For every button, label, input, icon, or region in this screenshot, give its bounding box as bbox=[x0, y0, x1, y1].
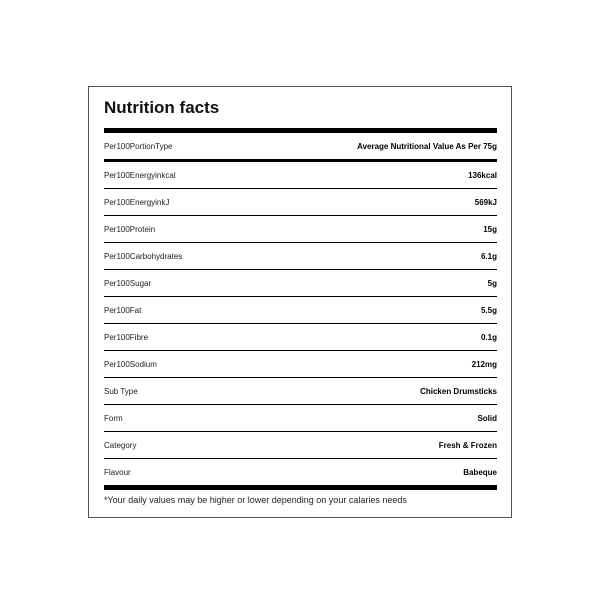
row-label: Per100PortionType bbox=[104, 141, 173, 151]
panel-title: Nutrition facts bbox=[104, 98, 220, 117]
row-value: 212mg bbox=[471, 359, 497, 369]
row-label: Per100Sodium bbox=[104, 359, 157, 369]
table-row bbox=[104, 432, 497, 458]
row-value: 569kJ bbox=[474, 197, 497, 207]
table-row bbox=[104, 324, 497, 350]
table-row bbox=[104, 459, 497, 485]
table-row bbox=[104, 216, 497, 242]
row-value: 6.1g bbox=[480, 251, 497, 261]
row-value: 136kcal bbox=[468, 170, 497, 180]
row-label: Per100Fibre bbox=[104, 332, 149, 342]
nutrition-facts-panel bbox=[88, 86, 512, 518]
table-row bbox=[104, 162, 497, 188]
footnote: *Your daily values may be higher or lower depending on your calaries needs bbox=[104, 495, 407, 505]
row-label: Per100EnergyinkJ bbox=[104, 197, 170, 207]
row-label: Category bbox=[104, 440, 137, 450]
row-label: Per100Energyinkcal bbox=[104, 170, 176, 180]
row-label: Per100Sugar bbox=[104, 278, 152, 288]
table-row bbox=[104, 243, 497, 269]
table-row bbox=[104, 297, 497, 323]
table-row bbox=[104, 351, 497, 377]
row-value: 0.1g bbox=[480, 332, 497, 342]
row-value: 5g bbox=[487, 278, 497, 288]
portion-type-row bbox=[104, 133, 497, 159]
row-value: Fresh & Frozen bbox=[438, 440, 497, 450]
row-label: Form bbox=[104, 413, 123, 423]
table-row bbox=[104, 405, 497, 431]
row-value: 5.5g bbox=[480, 305, 497, 315]
table-row bbox=[104, 378, 497, 404]
row-value: Average Nutritional Value As Per 75g bbox=[357, 141, 497, 151]
table-row bbox=[104, 189, 497, 215]
row-value: Chicken Drumsticks bbox=[420, 386, 497, 396]
row-label: Per100Protein bbox=[104, 224, 156, 234]
row-label: Flavour bbox=[104, 467, 131, 477]
row-value: Babeque bbox=[463, 467, 497, 477]
row-value: 15g bbox=[483, 224, 497, 234]
row-value: Solid bbox=[477, 413, 497, 423]
table-row bbox=[104, 270, 497, 296]
row-label: Per100Carbohydrates bbox=[104, 251, 183, 261]
row-label: Sub Type bbox=[104, 386, 138, 396]
row-label: Per100Fat bbox=[104, 305, 142, 315]
